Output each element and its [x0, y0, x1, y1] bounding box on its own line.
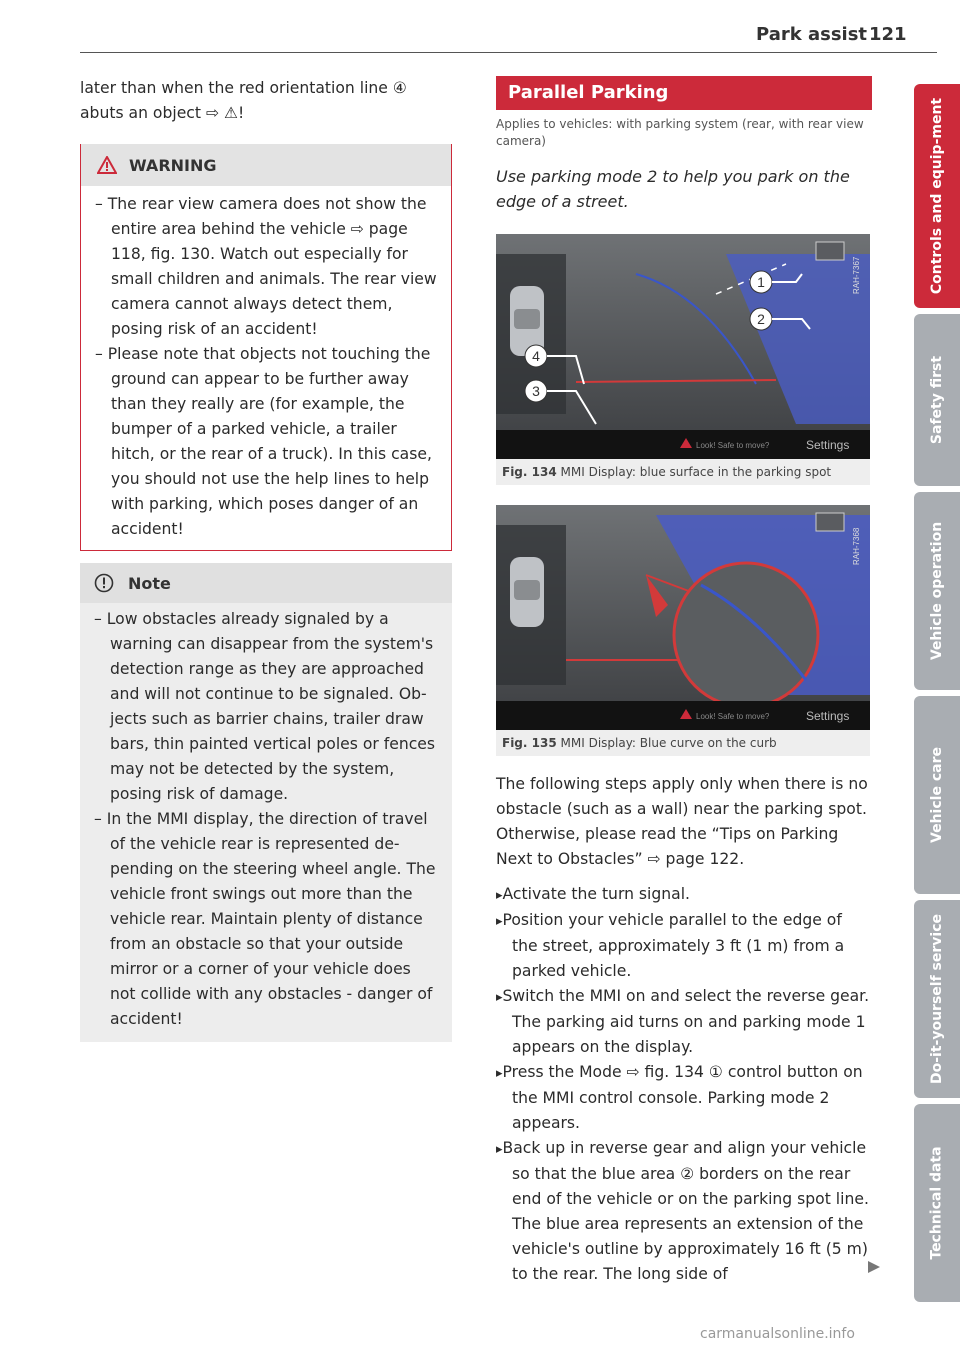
continued-arrow-icon — [866, 1260, 882, 1274]
note-title: Note — [128, 573, 171, 593]
figure-135 — [496, 505, 870, 756]
figure-caption-text: MMI Display: blue surface in the parking spot — [560, 465, 832, 479]
header-rule — [80, 52, 937, 53]
tab-label: Vehicle care — [929, 747, 946, 843]
note-icon — [94, 573, 114, 593]
running-header-section: Park assist — [756, 24, 868, 45]
tab-label: Safety first — [929, 355, 945, 445]
figure-caption — [496, 459, 870, 485]
figure-caption — [496, 730, 870, 756]
fig134-settings: Settings — [806, 438, 850, 452]
fig134-warning-text: Look! Safe to move? — [696, 441, 770, 450]
figure-caption-text: MMI Display: Blue curve on the curb — [560, 736, 777, 750]
figure-134 — [496, 234, 870, 485]
figure-label: Fig. 134 — [502, 465, 557, 479]
fig135-code: RAH-7368 — [852, 527, 861, 565]
step-item: ▸ Activate the turn signal. — [496, 882, 872, 908]
tab-label: Controls and equip-ment — [929, 97, 945, 295]
fig134-code: RAH-7367 — [852, 256, 861, 294]
tab-label: Vehicle operation — [929, 521, 946, 661]
tab-controls[interactable] — [914, 84, 960, 308]
page-number: 121 — [869, 24, 907, 45]
warning-header — [81, 144, 451, 186]
tab-vehicle-care[interactable] — [914, 696, 960, 894]
tab-technical-data[interactable] — [914, 1104, 960, 1302]
continued-paragraph: later than when the red orientation line ④ abuts an object ⇨ ⚠! — [80, 79, 407, 122]
note-header — [80, 563, 452, 603]
step-item: ▸ Position your vehicle parallel to the edge of the street, approximately 3 ft (1 m) from a parked vehicle. — [496, 908, 872, 984]
tab-label: Do-it-yourself service — [929, 913, 946, 1085]
mmi-display-image — [496, 505, 870, 730]
note-list — [94, 607, 438, 1032]
left-column — [80, 76, 452, 1042]
steps-list — [496, 882, 872, 1287]
note-item: – Low obstacles already signaled by a warning can disappear from the system's detection range as they are approached and will not continue to be signaled. Objects such as barrier chains, trailer draw bars, thin painted vertical poles or fences may not be detected by the system, posing risk of damage. — [94, 607, 438, 807]
mmi-display-image — [496, 234, 870, 459]
tab-vehicle-operation[interactable] — [914, 492, 960, 690]
intro-text: Use parking mode 2 to help you park on the edge of a street. — [496, 167, 850, 211]
tab-safety[interactable] — [914, 314, 960, 486]
step-item: ▸ Switch the MMI on and select the reverse gear. The parking aid turns on and parking mode 1 appears on the display. — [496, 984, 872, 1060]
warning-item: – The rear view camera does not show the entire area behind the vehicle ⇨ page 118, fig. 130. Watch out especially for small children and animals. The rear view camera cannot always detect them, posing risk of an accident! — [95, 192, 437, 342]
figure-label: Fig. 135 — [502, 736, 557, 750]
steps-intro: The following steps apply only when there is no obstacle (such as a wall) near the parking spot. Otherwise, please read the “Tips on Parking Next to Obstacles” ⇨ page 122. — [496, 775, 868, 868]
svg-text:3: 3 — [532, 383, 540, 399]
svg-text:4: 4 — [532, 348, 540, 364]
applies-to: Applies to vehicles: with parking system (rear, with rear view camera) — [496, 117, 864, 148]
tab-do-it-yourself[interactable] — [914, 900, 960, 1098]
warning-triangle-icon — [97, 156, 117, 174]
warning-box — [80, 144, 452, 551]
fig135-settings: Settings — [806, 709, 850, 723]
section-title: Parallel Parking — [496, 76, 872, 110]
step-item: ▸ Press the Mode ⇨ fig. 134 ① control button on the MMI control console. Parking mode 2 appears. — [496, 1060, 872, 1136]
tab-label: Technical data — [929, 1146, 945, 1260]
right-column — [496, 76, 872, 1287]
note-item: – In the MMI display, the direction of travel of the vehicle rear is represented depending on the steering wheel angle. The vehicle front swings out more than the vehicle rear. Maintain plenty of distance from an obstacle so that your outside mirror or a corner of your vehicle does not collide with any obstacles - danger of accident! — [94, 807, 438, 1032]
step-item: ▸ Back up in reverse gear and align your vehicle so that the blue area ② borders on the rear end of the vehicle or on the parking spot line. The blue area represents an extension of the vehicle's outline by approximately 16 ft (5 m) to the rear. The long side of — [496, 1136, 872, 1287]
svg-text:1: 1 — [757, 274, 765, 290]
svg-text:2: 2 — [757, 311, 765, 327]
warning-item: – Please note that objects not touching the ground can appear to be further away than they really are (for example, the bumper of a parked vehicle, a trailer hitch, or the rear of a truck). In this case, you should not use the help lines to help with parking, which poses danger of an accident! — [95, 342, 437, 542]
warning-title: WARNING — [129, 155, 217, 175]
warning-list — [95, 192, 437, 542]
note-box — [80, 563, 452, 1042]
footer-watermark: carmanualsonline.info — [700, 1326, 855, 1342]
fig135-warning-text: Look! Safe to move? — [696, 712, 770, 721]
